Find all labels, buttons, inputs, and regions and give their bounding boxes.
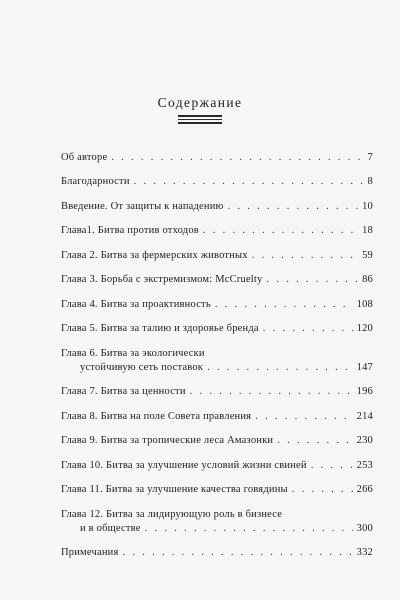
leader-dots — [228, 200, 359, 214]
leader-dots — [203, 224, 358, 238]
toc-entry — [61, 273, 373, 287]
toc-page-number: 10 — [362, 201, 373, 212]
leader-dots — [263, 322, 353, 336]
toc-page-number: 7 — [367, 152, 373, 163]
ornament-bar — [178, 119, 222, 120]
leader-dots — [292, 483, 353, 497]
toc-entry-title: Глава 7. Битва за ценности — [61, 386, 186, 397]
toc-entry-title: Благодарности — [61, 176, 130, 187]
leader-dots — [252, 249, 358, 263]
toc-entry-title: Глава 2. Битва за фермерских животных — [61, 250, 248, 261]
toc-page-number: 108 — [356, 299, 373, 310]
toc-entry-title: Глава 10. Битва за улучшение условий жизни свиней — [61, 460, 307, 471]
toc-entry-title-continued: устойчивую сеть поставок — [80, 362, 204, 373]
toc-page-number: 8 — [367, 176, 373, 187]
leader-dots — [134, 175, 364, 189]
toc-page-number: 214 — [356, 411, 373, 422]
toc-page-number: 120 — [356, 323, 373, 334]
ornament-bar — [178, 115, 222, 117]
leader-dots — [215, 298, 353, 312]
toc-entry — [61, 200, 373, 214]
ornament-bar — [178, 122, 222, 124]
toc-entry-title: Глава 9. Битва за тропические леса Амазонки — [61, 435, 274, 446]
toc-entry — [61, 483, 373, 497]
toc-page-number: 196 — [356, 386, 373, 397]
leader-dots — [311, 459, 353, 473]
toc-page-number: 300 — [356, 523, 373, 534]
toc-page-number: 266 — [356, 484, 373, 495]
leader-dots — [145, 522, 353, 536]
toc-entry-title: Глава 4. Битва за проактивность — [61, 299, 211, 310]
toc-entry — [61, 322, 373, 336]
toc-entry — [61, 224, 373, 238]
leader-dots — [111, 151, 363, 165]
toc-page-number: 86 — [362, 274, 373, 285]
toc-page-number: 230 — [356, 435, 373, 446]
toc-entry — [61, 249, 373, 263]
leader-dots — [207, 361, 353, 375]
toc-entry-title: Глава 11. Битва за улучшение качества говядины — [61, 484, 288, 495]
title-ornament — [178, 115, 222, 126]
leader-dots — [255, 410, 352, 424]
toc-entry-title: Об авторе — [61, 152, 108, 163]
leader-dots — [267, 273, 359, 287]
leader-dots — [277, 434, 352, 448]
toc-page-number: 332 — [356, 547, 373, 558]
page-title: Содержание — [157, 95, 243, 110]
toc-entry-title: Введение. От защиты к нападению — [61, 201, 224, 212]
toc-entry — [61, 410, 373, 424]
toc-entry — [61, 546, 373, 560]
toc-entry-title: Глава 6. Битва за экологически — [61, 348, 205, 359]
toc-page-number: 18 — [362, 225, 373, 236]
toc-page-number: 59 — [362, 250, 373, 261]
toc-page-number: 147 — [356, 362, 373, 373]
toc-entry — [61, 459, 373, 473]
toc-entry — [61, 151, 373, 165]
toc-entry-title: Глава 3. Борьба с экстремизмом: McCruelty — [61, 274, 263, 285]
toc-entry — [61, 434, 373, 448]
toc-entry — [61, 385, 373, 399]
leader-dots — [123, 546, 353, 560]
toc-entry-title: Глава 5. Битва за талию и здоровье бренда — [61, 323, 259, 334]
toc-entry-title: Глава 8. Битва на поле Совета правления — [61, 411, 252, 422]
toc-entry — [61, 347, 373, 375]
toc-entry — [61, 508, 373, 536]
toc-entry-title: Примечания — [61, 547, 119, 558]
toc-entry-title-continued: и в обществе — [80, 523, 141, 534]
toc-entry-title: Глава1. Битва против отходов — [61, 225, 199, 236]
toc-entry-title: Глава 12. Битва за лидирующую роль в бизнесе — [61, 509, 283, 520]
toc-page-number: 253 — [356, 460, 373, 471]
leader-dots — [190, 385, 353, 399]
toc-entry — [61, 298, 373, 312]
toc-entry — [61, 175, 373, 189]
table-of-contents — [61, 151, 373, 558]
